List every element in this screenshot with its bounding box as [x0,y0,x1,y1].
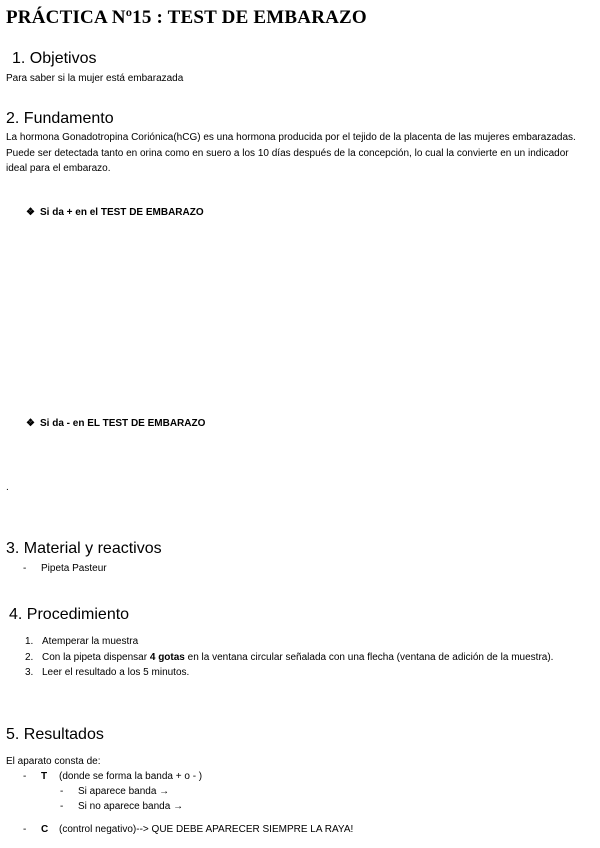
objetivos-text: Para saber si la mujer está embarazada [6,73,184,84]
objetivos-heading: 1. Objetivos [12,50,97,67]
step-number: 1. [25,636,34,647]
step-number: 3. [25,667,34,678]
t-desc: (donde se forma la banda + o - ) [59,771,203,782]
material-item-text: Pipeta Pasteur [41,563,107,574]
list-item [6,634,568,650]
procedimiento-list [6,634,568,681]
list-item [6,665,568,681]
t-label: T [41,771,48,782]
bullet-positive [26,207,204,218]
resultados-intro: El aparato consta de: [6,756,101,767]
t-sub-text: Si aparece banda → [78,786,170,797]
bullet-positive-text: Si da + en el TEST DE EMBARAZO [40,207,204,218]
step-bold: 4 gotas [149,651,185,663]
dash-bullet-icon: - [60,801,64,812]
t-sub-text: Si no aparece banda → [78,801,184,812]
dash-bullet-icon: - [23,563,27,574]
step-text: Con la pipeta dispensar [42,651,150,663]
c-desc: (control negativo)--> QUE DEBE APARECER SIEMPRE LA RAYA! [59,824,354,835]
dash-bullet-icon: - [23,824,27,835]
dash-bullet-icon: - [60,786,64,797]
material-item [23,561,107,577]
diamond-bullet-icon: ❖ [26,207,35,218]
result-t-sub-2 [60,799,183,815]
list-item [6,650,568,666]
diamond-bullet-icon: ❖ [26,418,35,429]
step-text: Leer el resultado a los 5 minutos. [42,667,190,678]
material-heading: 3. Material y reactivos [6,540,162,557]
page-title: PRÁCTICA Nº15 : TEST DE EMBARAZO [6,7,367,28]
result-c-item [23,822,353,838]
step-number: 2. [25,651,34,663]
fundamento-heading: 2. Fundamento [6,110,114,127]
bullet-negative [26,418,205,429]
stray-mark: . [6,482,9,493]
step-text: Atemperar la muestra [42,636,139,647]
resultados-heading: 5. Resultados [6,726,104,743]
bullet-negative-text: Si da - en EL TEST DE EMBARAZO [40,418,206,429]
procedimiento-heading: 4. Procedimiento [9,606,130,623]
fundamento-text: La hormona Gonadotropina Coriónica(hCG) es una hormona producida por el tejido de la placenta de las mujeres embarazadas. Puede ser detectada tanto en orina como en suero a los 10 días después de la concepción, lo cual la convierte en un indicador ideal para el embarazo. [6,132,576,174]
dash-bullet-icon: - [23,771,27,782]
result-t-item [23,769,202,785]
result-t-sub-1 [60,784,169,800]
step-text-post: en la ventana circular señalada con una flecha (ventana de adición de la muestra). [184,651,554,663]
c-label: C [41,824,49,835]
